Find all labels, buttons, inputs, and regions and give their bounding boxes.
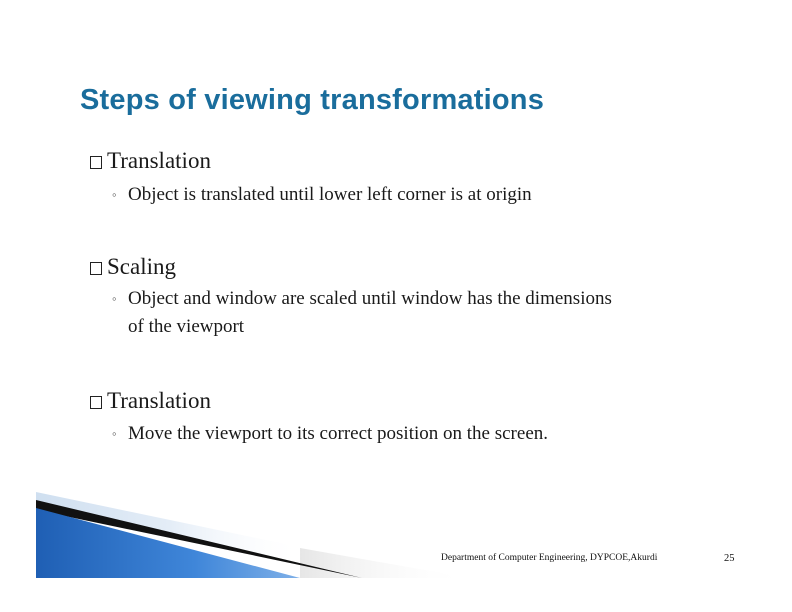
circle-bullet-icon: ◦ xyxy=(112,187,117,202)
circle-bullet-icon: ◦ xyxy=(112,426,117,441)
bullet-label: Translation xyxy=(107,148,211,173)
bullet-label: Scaling xyxy=(107,254,176,279)
sub-bullet-text: Object is translated until lower left corner is at origin xyxy=(128,184,532,205)
sub-bullet-text: Move the viewport to its correct position on the screen. xyxy=(128,423,549,444)
slide-title: Steps of viewing transformations xyxy=(80,84,545,116)
sub-bullet-text: Object and window are scaled until window has the dimensions of the viewport xyxy=(128,288,612,337)
bullet-label: Translation xyxy=(107,388,211,413)
footer-department: Department of Computer Engineering, DYPCOE,Akurdi xyxy=(441,553,658,563)
page-number: 25 xyxy=(724,553,735,564)
circle-bullet-icon: ◦ xyxy=(112,291,117,306)
